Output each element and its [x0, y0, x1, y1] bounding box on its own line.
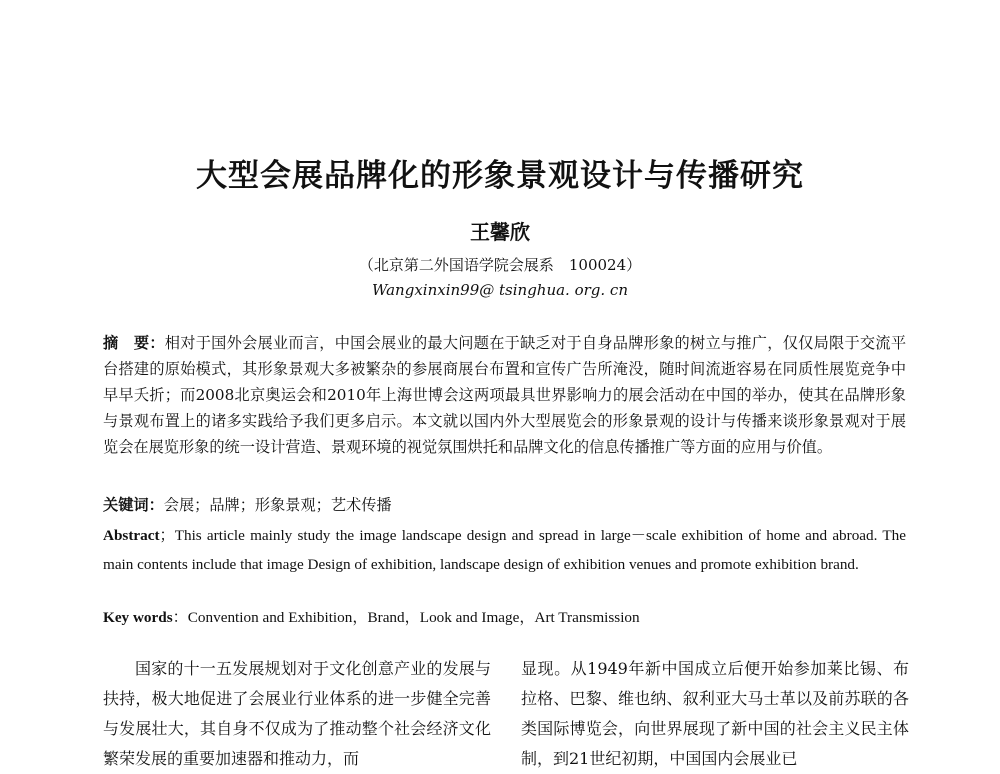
keywords-english-label: Key words — [103, 609, 173, 626]
keywords-english-text: ：Convention and Exhibition，Brand，Look and Image，Art Transmission — [172, 609, 640, 626]
author-email: Wangxinxin99@ tsinghua. org. cn — [372, 281, 628, 299]
author-affiliation: （北京第二外国语学院会展系 100024） — [358, 256, 642, 274]
abstract-english — [103, 521, 906, 579]
author-name: 王馨欣 — [470, 220, 530, 244]
body-paragraph: 显现。从1949年新中国成立后便开始参加莱比锡、布拉格、巴黎、维也纳、叙利亚大马士革以及前苏联的各类国际博览会，向世界展现了新中国的社会主义民主体制，到21世纪初期，中国国内会展业已 — [521, 659, 909, 768]
abstract-chinese-text: 相对于国外会展业而言，中国会展业的最大问题在于缺乏对于自身品牌形象的树立与推广，仅仅局限于交流平台搭建的原始模式，其形象景观大多被繁杂的参展商展台布置和宣传广告所淹没，随时间流逝容易在同质性展览竞争中早早夭折；而2008北京奥运会和2010年上海世博会这两项最具世界影响力的展会活动在中国的举办，使其在品牌形象与景观布置上的诸多实践给予我们更多启示。本文就以国内外大型展览会的形象景观的设计与传播来谈形象景观对于展览会在展览形象的统一设计营造、景观环境的视觉氛围烘托和品牌文化的信息传播推广等方面的应用与价值。 — [103, 334, 907, 456]
body-paragraph: 国家的十一五发展规划对于文化创意产业的发展与扶持，极大地促进了会展业行业体系的进一步健全完善与发展壮大，其自身不仅成为了推动整个社会经济文化繁荣发展的重要加速器和推动力，而 — [103, 659, 491, 768]
keywords-chinese-label: 关键词： — [103, 496, 164, 514]
abstract-english-label: Abstract — [103, 527, 160, 544]
abstract-chinese — [103, 330, 906, 460]
keywords-chinese-text: 会展；品牌；形象景观；艺术传播 — [163, 496, 392, 514]
keywords-chinese — [103, 492, 906, 518]
body-column-left — [103, 654, 491, 774]
abstract-chinese-label: 摘 要： — [103, 334, 165, 352]
paper-title: 大型会展品牌化的形象景观设计与传播研究 — [196, 158, 804, 194]
abstract-english-text: ；This article mainly study the image landscape design and spread in large－scale exhibition of home and abroad. The main contents include that image Design of exhibition, landscape design of exhibition venues and promote exhibition brand. — [103, 527, 906, 573]
body-column-right — [521, 654, 909, 774]
keywords-english — [103, 605, 906, 631]
